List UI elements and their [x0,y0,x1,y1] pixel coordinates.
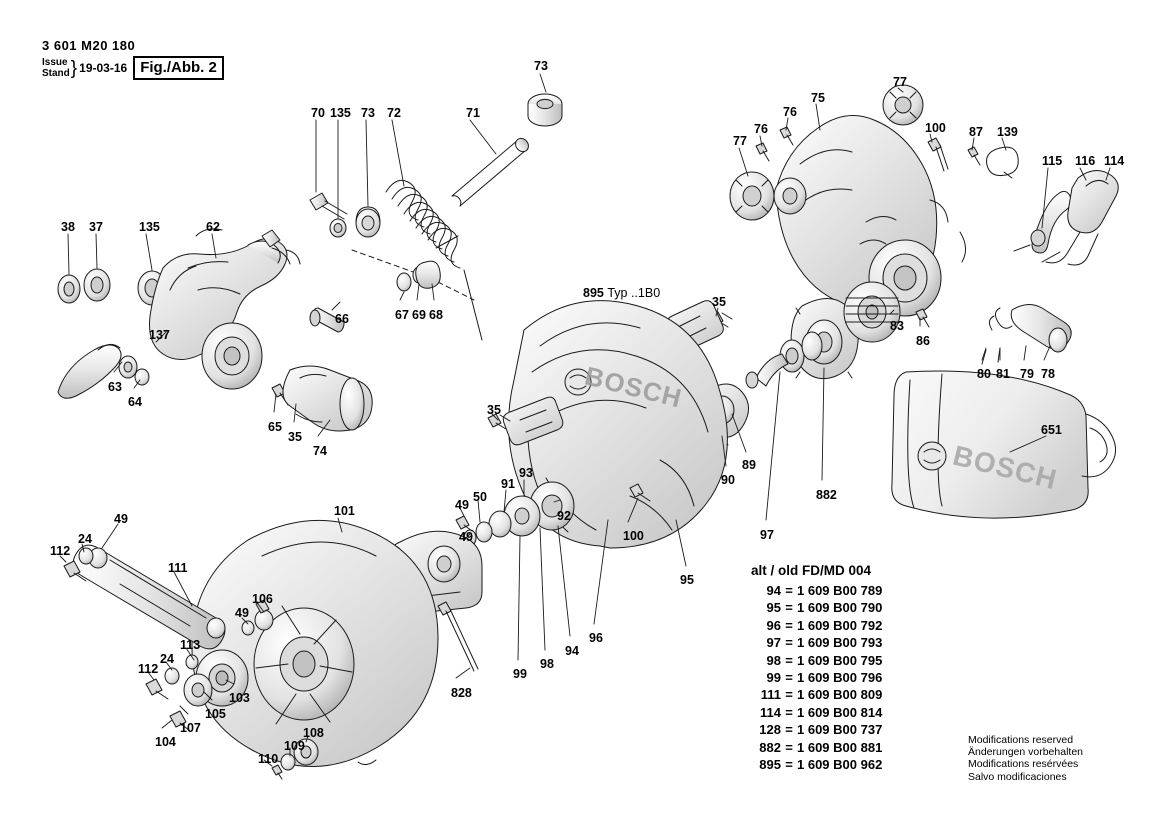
legend-equals: = [785,583,793,598]
footer-notes [968,734,1158,783]
legend-row [751,617,1011,634]
legend-value: 1 609 B00 881 [797,739,883,755]
callout-68: 68 [429,308,443,322]
legend-key: 96 [766,617,781,633]
callout-101: 101 [334,504,355,518]
legend-value: 1 609 B00 814 [797,704,883,720]
callout-100: 100 [623,529,644,543]
callout-65: 65 [268,420,282,434]
legend-key: 97 [766,635,781,651]
callout-49: 49 [235,606,249,620]
legend-value: 1 609 B00 962 [797,757,883,773]
callout-114: 114 [1104,154,1125,168]
callout-115: 115 [1042,154,1063,168]
callout-35: 35 [288,430,302,444]
legend-value: 1 609 B00 737 [797,722,883,738]
footer-note-line: Salvo modificaciones [968,770,1067,783]
legend-key: 882 [759,739,781,755]
typ-label-text: Typ ..1B0 [607,286,661,300]
callout-83: 83 [890,319,904,333]
callout-63: 63 [108,380,122,394]
callout-91: 91 [501,477,515,491]
callout-109: 109 [284,739,305,753]
legend-row [751,599,1011,616]
callout-137: 137 [149,328,170,342]
issue-brace: } [70,57,78,79]
callout-108: 108 [303,726,324,740]
callout-64: 64 [128,395,142,409]
callout-80: 80 [977,367,991,381]
callout-79: 79 [1020,367,1034,381]
callout-92: 92 [557,509,571,523]
callout-104: 104 [155,735,176,749]
callout-50: 50 [473,490,487,504]
legend-key: 895 [759,757,781,773]
legend-value: 1 609 B00 790 [797,600,883,616]
callout-72: 72 [387,106,401,120]
callout-96: 96 [589,631,603,645]
callout-882: 882 [816,488,837,502]
legend-equals: = [785,704,793,720]
legend-equals: = [785,652,793,668]
callout-135: 135 [330,106,351,120]
legend-equals: = [785,670,793,686]
callout-95: 95 [680,573,694,587]
callout-89: 89 [742,458,756,472]
typ-label [583,286,660,300]
callout-93: 93 [519,466,533,480]
callout-116: 116 [1075,154,1096,168]
callout-77: 77 [893,75,907,89]
issue-label-en: Issue [42,57,68,68]
callout-78: 78 [1041,367,1055,381]
legend-equals: = [785,635,793,651]
callout-70: 70 [311,106,325,120]
legend-value: 1 609 B00 792 [797,617,883,633]
callout-651: 651 [1041,423,1062,437]
drawing-header [42,38,302,80]
group-spring-shaft-assembly [310,94,562,340]
callout-100: 100 [925,121,946,135]
callout-73: 73 [534,59,548,73]
legend-key: 98 [766,652,781,668]
callout-87: 87 [969,125,983,139]
part-number: 3 601 M20 180 [42,38,136,53]
callout-37: 37 [89,220,103,234]
callout-86: 86 [916,334,930,348]
callout-98: 98 [540,657,554,671]
legend-value: 1 609 B00 789 [797,583,883,598]
callout-110: 110 [258,752,279,766]
callout-24: 24 [78,532,92,546]
callout-113: 113 [180,638,201,652]
legend-value: 1 609 B00 796 [797,670,883,686]
legend-equals: = [785,739,793,755]
legend-value: 1 609 B00 793 [797,635,883,651]
legend-row [751,634,1011,651]
issue-date: 19-03-16 [79,61,128,75]
legend-key: 99 [766,670,781,686]
legend-key: 94 [766,583,781,598]
callout-49: 49 [114,512,128,526]
callout-828: 828 [451,686,472,700]
legend-value: 1 609 B00 809 [797,687,883,703]
callout-74: 74 [313,444,327,458]
legend-key: 128 [759,722,781,738]
callout-49: 49 [459,530,473,544]
footer-note-line: Modifications resérvées [968,758,1079,771]
bosch-wordmark-guard: BOSCH [581,360,686,414]
callout-135: 135 [139,220,160,234]
callout-76: 76 [783,105,797,119]
legend-key: 114 [760,704,781,720]
callout-81: 81 [996,367,1010,381]
legend-row [751,704,1011,721]
footer-note-line: Änderungen vorbehalten [968,746,1084,759]
figure-label: Fig./Abb. 2 [133,56,224,80]
issue-labels [42,57,70,79]
callout-90: 90 [721,473,735,487]
callout-67: 67 [395,308,409,322]
callout-35: 35 [712,295,726,309]
callout-107: 107 [180,721,201,735]
callout-71: 71 [466,106,480,120]
legend-equals: = [785,687,793,703]
callout-49: 49 [455,498,469,512]
legend-equals: = [785,722,793,738]
callout-35: 35 [487,403,501,417]
legend-row [751,652,1011,669]
legend-equals: = [785,617,793,633]
legend-key: 95 [766,600,781,616]
callout-112: 112 [138,662,159,676]
group-left-arm-housing [58,229,440,431]
callout-106: 106 [252,592,273,606]
legend-value: 1 609 B00 795 [797,652,883,668]
legend-equals: = [785,757,793,773]
legend-equals: = [785,600,793,616]
callout-75: 75 [811,91,825,105]
callout-94: 94 [565,644,579,658]
callout-77: 77 [733,134,747,148]
callout-111: 111 [168,561,188,575]
callout-69: 69 [412,308,426,322]
callout-103: 103 [229,691,250,705]
callout-62: 62 [206,220,220,234]
callout-139: 139 [997,125,1018,139]
callout-112: 112 [50,544,71,558]
callout-76: 76 [754,122,768,136]
group-dust-bag [892,371,1116,518]
legend-row [751,582,1011,599]
legend-title: alt / old FD/MD 004 [751,563,872,578]
callout-105: 105 [205,707,226,721]
legend-row [751,686,1011,703]
legend-row [751,669,1011,686]
issue-label-de: Stand [42,68,70,79]
bosch-wordmark-bag: BOSCH [949,439,1061,496]
footer-note-line: Modifications reserved [968,734,1074,746]
callout-66: 66 [335,312,349,326]
callout-99: 99 [513,667,527,681]
legend-key: 111 [760,687,781,703]
callout-38: 38 [61,220,75,234]
callout-24: 24 [160,652,174,666]
callout-97: 97 [760,528,774,542]
callout-73: 73 [361,106,375,120]
typ-label-number: 895 [583,286,604,300]
